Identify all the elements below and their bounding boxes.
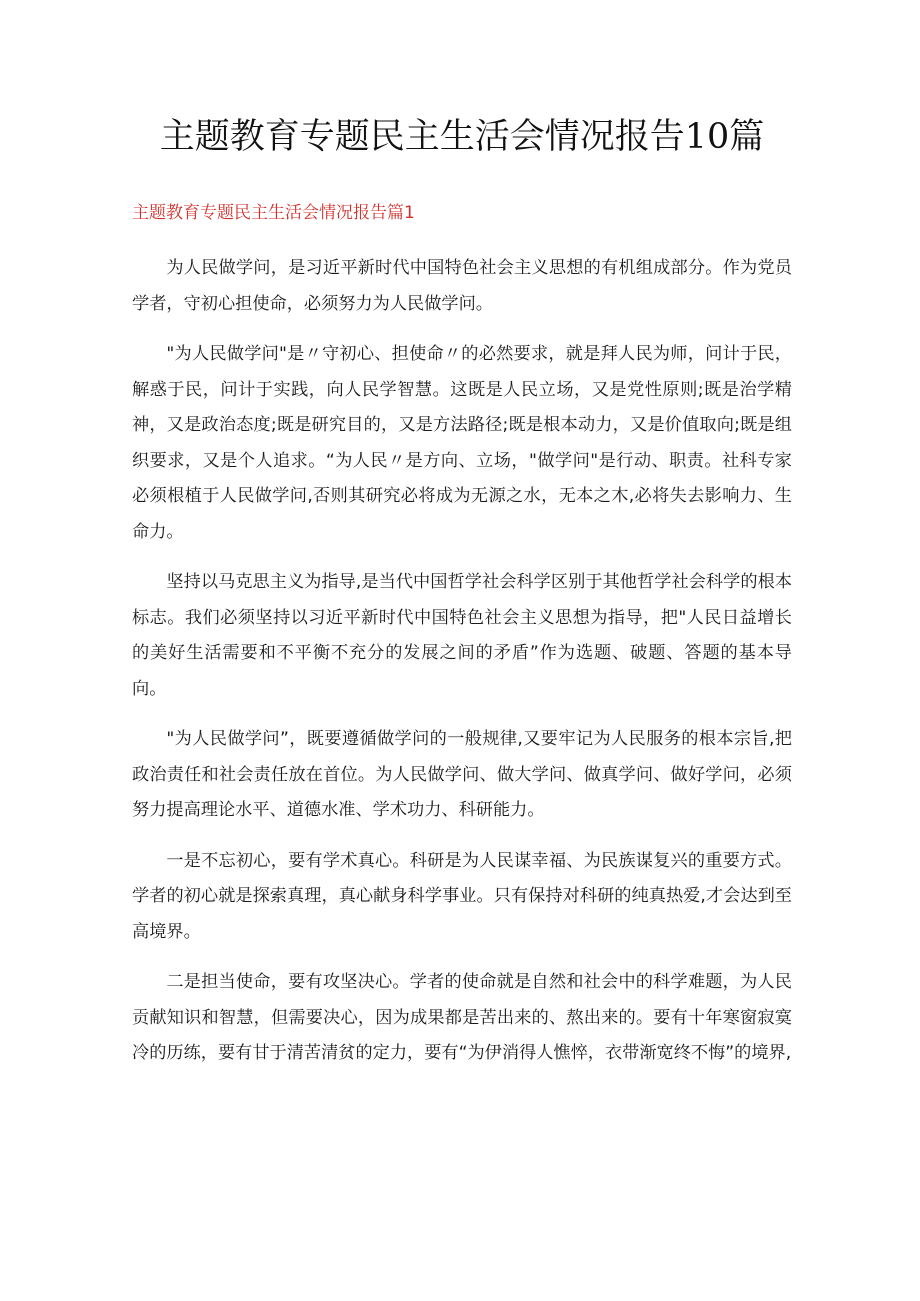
document-body	[132, 251, 792, 1072]
paragraph-6: 二是担当使命，要有攻坚决心。学者的使命就是自然和社会中的科学难题，为人民贡献知识和智慧，但需要决心，因为成果都是苦出来的、熬出来的。要有十年寒窗寂寞冷的历练，要有甘于清苦清贫的定力，要有“为伊消得人憔悴，衣带渐宽终不悔”的境界,	[132, 972, 792, 1063]
paragraph-1: 为人民做学问，是习近平新时代中国特色社会主义思想的有机组成部分。作为党员学者，守初心担使命，必须努力为人民做学问。	[132, 258, 792, 314]
paragraph-2: "为人民做学问"是〃守初心、担使命〃的必然要求，就是拜人民为师，问计于民，解惑于民，问计于实践，向人民学智慧。这既是人民立场，又是党性原则;既是治学精神，又是政治态度;既是研究目的，又是方法路径;既是根本动力，又是价值取向;既是组织要求，又是个人追求。“为人民〃是方向、立场，"做学问"是行动、职责。社科专家必须根植于人民做学问,否则其研究必将成为无源之水，无本之木,必将失去影响力、生命力。	[132, 344, 792, 542]
paragraph-5: 一是不忘初心，要有学术真心。科研是为人民谋幸福、为民族谋复兴的重要方式。学者的初心就是探索真理，真心献身科学事业。只有保持对科研的纯真热爱,才会达到至高境界。	[132, 850, 792, 942]
document-title: 主题教育专题民主生活会情况报告10篇	[159, 117, 765, 157]
section-heading: 主题教育专题民主生活会情况报告篇1	[132, 203, 415, 223]
paragraph-3: 坚持以马克思主义为指导,是当代中国哲学社会科学区别于其他哲学社会科学的根本标志。我们必须坚持以习近平新时代中国特色社会主义思想为指导，把"人民日益增长的美好生活需要和不平衡不充分的发展之间的矛盾”作为选题、破题、答题的基本导向。	[132, 572, 792, 699]
paragraph-4: "为人民做学问”，既要遵循做学问的一般规律,又要牢记为人民服务的根本宗旨,把政治责任和社会责任放在首位。为人民做学问、做大学问、做真学问、做好学问，必须努力提高理论水平、道德水准、学术功力、科研能力。	[132, 729, 792, 820]
